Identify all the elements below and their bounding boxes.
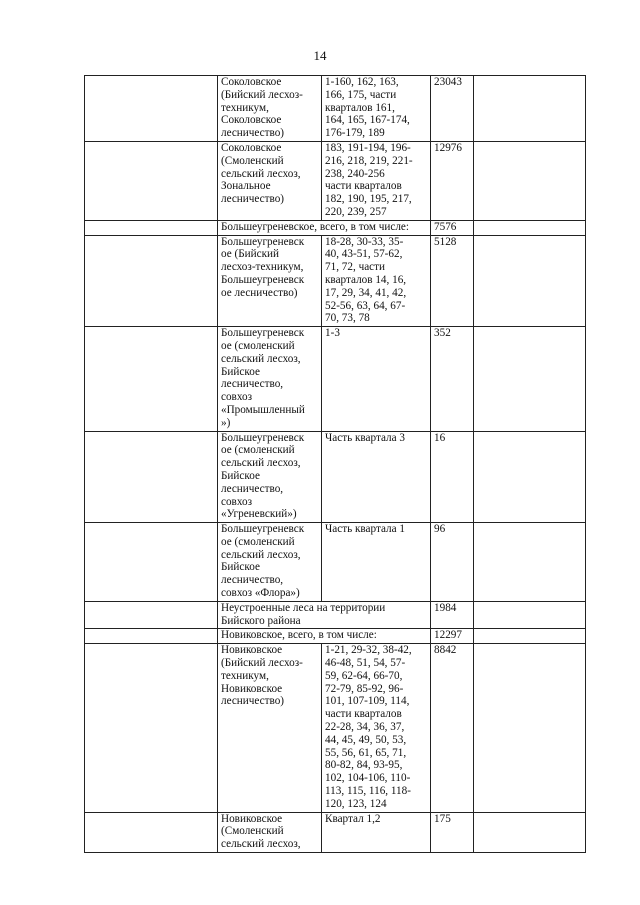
district-name-cell — [218, 431, 322, 523]
district-name-cell — [218, 141, 322, 220]
area-cell — [431, 431, 474, 523]
district-name: Большеугреневск ое (Бийский лесхоз-техникум, Большеугреневск ое лесничество) — [221, 235, 305, 299]
quarters-text: 18-28, 30-33, 35- 40, 43-51, 57-62, 71, 72, части кварталов 14, 16, 17, 29, 34, 41, 42, 52-56, 63, 64, 67- 70, 73, 78 — [325, 235, 407, 325]
area-value: 23043 — [434, 76, 462, 88]
district-name-cell — [218, 327, 322, 431]
area-value: 96 — [434, 523, 446, 536]
area-value: 12297 — [434, 629, 462, 642]
table-row — [85, 235, 586, 327]
table-row — [85, 220, 586, 235]
quarters-cell — [322, 141, 431, 220]
area-cell — [431, 235, 474, 327]
quarters-text: 1-160, 162, 163, 166, 175, части кварталов 161, 164, 165, 167-174, 176-179, 189 — [325, 76, 410, 140]
empty-cell — [474, 431, 586, 523]
table-row — [85, 431, 586, 523]
area-value: 175 — [434, 812, 451, 825]
quarters-text: Квартал 1,2 — [325, 812, 381, 825]
district-name: Соколовское (Смоленский сельский лесхоз, Зональное лесничество) — [221, 141, 301, 206]
subtotal-label: Новиковское, всего, в том числе: — [221, 629, 377, 642]
empty-cell — [474, 601, 586, 629]
district-name: Новиковское (Бийский лесхоз- техникум, Новиковское лесничество) — [221, 644, 303, 708]
empty-cell — [85, 431, 218, 523]
area-cell — [431, 812, 474, 852]
district-name-cell — [218, 644, 322, 812]
area-cell — [431, 644, 474, 812]
quarters-cell — [322, 327, 431, 431]
quarters-text: 1-21, 29-32, 38-42, 46-48, 51, 54, 57- 59, 62-64, 66-70, 72-79, 85-92, 96- 101, 107-109, 114, части кварталов 22-28, 34, 36, 37, 44, 45, 49, 50, 53, 55, 56, 61, 65, 71, 80-82, 84, 93-95, 102, 104-106, 110- 113, 115, 116, 118- 120, 123, 124 — [325, 644, 412, 810]
empty-cell — [85, 235, 218, 327]
empty-cell — [85, 76, 218, 142]
table-row — [85, 812, 586, 852]
area-value: 16 — [434, 431, 446, 444]
area-cell — [431, 327, 474, 431]
area-value: 352 — [434, 327, 451, 340]
area-value: 1984 — [434, 601, 457, 614]
quarters-cell — [322, 812, 431, 852]
table-row — [85, 601, 586, 629]
empty-cell — [474, 76, 586, 142]
quarters-cell — [322, 235, 431, 327]
quarters-cell — [322, 76, 431, 142]
district-name: Большеугреневск ое (смоленский сельский лесхоз, Бийское лесничество, совхоз «Флора») — [221, 523, 305, 600]
area-cell — [431, 629, 474, 644]
empty-cell — [85, 812, 218, 852]
subtotal-label-cell — [218, 601, 431, 629]
area-cell — [431, 141, 474, 220]
area-value: 7576 — [434, 220, 457, 233]
district-name: Соколовское (Бийский лесхоз- техникум, Соколовское лесничество) — [221, 76, 303, 140]
district-name-cell — [218, 76, 322, 142]
empty-cell — [85, 327, 218, 431]
empty-cell — [85, 601, 218, 629]
empty-cell — [85, 644, 218, 812]
empty-cell — [474, 644, 586, 812]
table-row — [85, 644, 586, 812]
empty-cell — [85, 141, 218, 220]
empty-cell — [474, 327, 586, 431]
empty-cell — [85, 220, 218, 235]
district-name-cell — [218, 235, 322, 327]
quarters-cell — [322, 523, 431, 602]
empty-cell — [85, 629, 218, 644]
quarters-cell — [322, 431, 431, 523]
empty-cell — [474, 629, 586, 644]
table-row — [85, 629, 586, 644]
area-value: 12976 — [434, 141, 462, 154]
empty-cell — [474, 523, 586, 602]
empty-cell — [474, 235, 586, 327]
empty-cell — [474, 812, 586, 852]
area-value: 5128 — [434, 235, 457, 248]
district-name-cell — [218, 523, 322, 602]
district-name: Большеугреневск ое (смоленский сельский лесхоз, Бийское лесничество, совхоз «Угреневский») — [221, 431, 305, 521]
subtotal-label-cell — [218, 220, 431, 235]
subtotal-label: Большеугреневское, всего, в том числе: — [221, 220, 409, 233]
empty-cell — [474, 141, 586, 220]
district-name-cell — [218, 812, 322, 852]
table-row — [85, 523, 586, 602]
forest-district-table — [84, 75, 586, 853]
area-cell — [431, 601, 474, 629]
area-cell — [431, 220, 474, 235]
area-cell — [431, 76, 474, 142]
empty-cell — [85, 523, 218, 602]
area-cell — [431, 523, 474, 602]
district-name: Новиковское (Смоленский сельский лесхоз, — [221, 812, 301, 851]
district-name: Большеугреневск ое (смоленский сельский лесхоз, Бийское лесничество, совхоз «Промышленный ») — [221, 327, 305, 429]
subtotal-label: Неустроенные леса на территории Бийского района — [221, 601, 386, 627]
page-number: 14 — [313, 48, 327, 63]
table-row — [85, 327, 586, 431]
quarters-text: Часть квартала 1 — [325, 523, 406, 536]
quarters-text: 1-3 — [325, 327, 340, 340]
quarters-text: 183, 191-194, 196- 216, 218, 219, 221- 238, 240-256 части кварталов 182, 190, 195, 217, 220, 239, 257 — [325, 141, 413, 218]
table-row — [85, 76, 586, 142]
area-value: 8842 — [434, 644, 457, 657]
table-row — [85, 141, 586, 220]
quarters-cell — [322, 644, 431, 812]
subtotal-label-cell — [218, 629, 431, 644]
empty-cell — [474, 220, 586, 235]
quarters-text: Часть квартала 3 — [325, 431, 406, 444]
